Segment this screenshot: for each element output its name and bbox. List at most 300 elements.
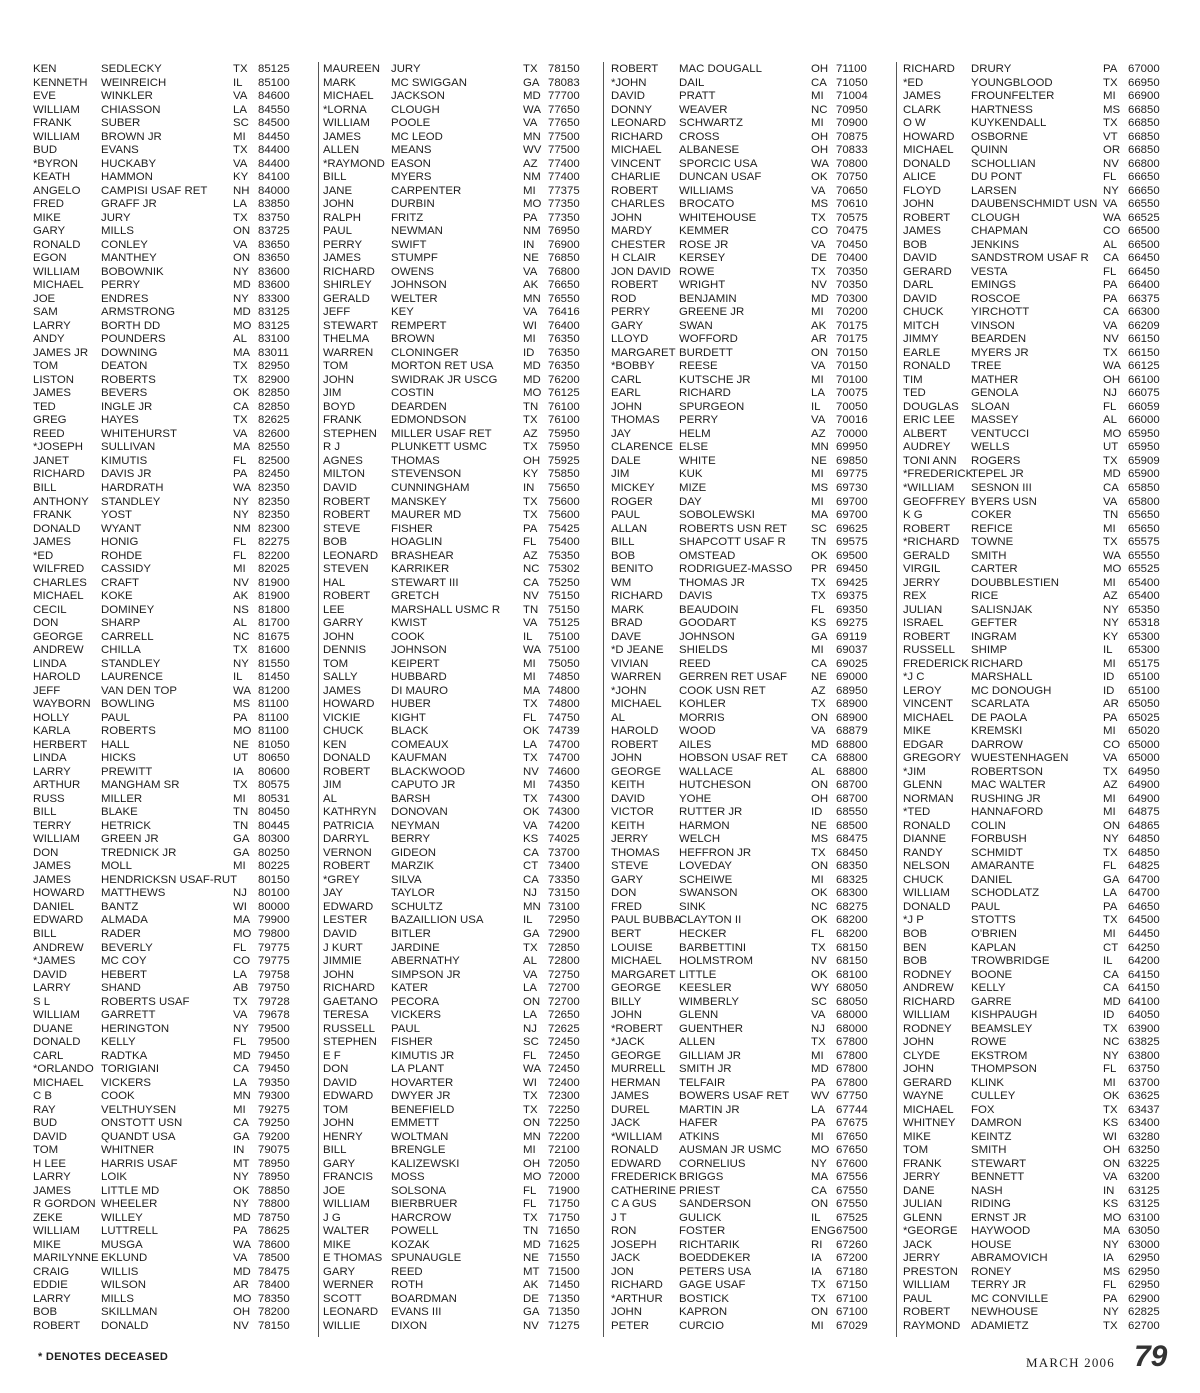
listing-state: NE	[523, 1252, 539, 1265]
listing-amount: 65100	[1128, 684, 1160, 697]
listing-state: NV	[523, 590, 539, 603]
listing-last-name: ROHDE	[101, 549, 143, 562]
listing-row	[33, 1252, 323, 1266]
listing-state: SC	[811, 522, 827, 535]
listing-state: ON	[1103, 819, 1121, 832]
listing-amount: 73700	[548, 846, 580, 859]
listing-amount: 74800	[548, 698, 580, 711]
listing-state: GA	[1103, 873, 1120, 886]
listing-amount: 62950	[1128, 1252, 1160, 1265]
listing-state: WA	[233, 481, 251, 494]
listing-state: OH	[811, 144, 829, 157]
listing-row	[323, 563, 613, 577]
listing-first-name: BILL	[323, 1144, 347, 1157]
listing-state: NJ	[233, 887, 247, 900]
listing-last-name: DARROW	[971, 738, 1023, 751]
listing-state: MS	[1103, 1265, 1121, 1278]
listing-first-name: *WILLIAM	[611, 1130, 663, 1143]
listing-row	[323, 77, 613, 91]
listing-amount: 80450	[258, 806, 290, 819]
listing-state: AB	[233, 982, 249, 995]
listing-last-name: JOHNSON	[391, 644, 447, 657]
listing-last-name: DU PONT	[971, 171, 1023, 184]
listing-row	[323, 293, 613, 307]
listing-last-name: EASON	[391, 157, 431, 170]
listing-state: KS	[811, 617, 827, 630]
listing-first-name: GARY	[611, 319, 644, 332]
listing-last-name: KOZAK	[391, 1238, 430, 1251]
listing-amount: 78500	[258, 1252, 290, 1265]
listing-state: FL	[1103, 265, 1117, 278]
listing-row	[903, 942, 1193, 956]
listing-amount: 77500	[548, 144, 580, 157]
listing-first-name: HOWARD	[323, 698, 375, 711]
listing-amount: 79500	[258, 1036, 290, 1049]
listing-state: FL	[233, 1036, 247, 1049]
listing-row	[323, 901, 613, 915]
listing-amount: 66450	[1128, 252, 1160, 265]
listing-amount: 65575	[1128, 536, 1160, 549]
listing-first-name: *JOSEPH	[33, 441, 84, 454]
listing-column-2	[323, 63, 613, 1333]
listing-first-name: BILL	[611, 536, 635, 549]
listing-last-name: PERRY	[101, 279, 141, 292]
listing-amount: 74300	[548, 806, 580, 819]
listing-row	[903, 1144, 1193, 1158]
listing-row	[611, 1266, 901, 1280]
listing-first-name: *JOHN	[611, 684, 647, 697]
listing-amount: 76950	[548, 225, 580, 238]
listing-state: LA	[233, 103, 247, 116]
listing-amount: 84400	[258, 157, 290, 170]
listing-amount: 69575	[836, 536, 868, 549]
listing-row	[903, 631, 1193, 645]
listing-state: VA	[1103, 495, 1118, 508]
listing-last-name: RONEY	[971, 1265, 1012, 1278]
listing-state: MI	[1103, 1076, 1116, 1089]
listing-row	[903, 117, 1193, 131]
listing-first-name: LEONARD	[323, 549, 379, 562]
listing-amount: 80250	[258, 846, 290, 859]
listing-row	[33, 1063, 323, 1077]
listing-last-name: PRATT	[679, 90, 716, 103]
listing-last-name: FRITZ	[391, 211, 424, 224]
listing-state: TX	[233, 414, 248, 427]
listing-row	[33, 225, 323, 239]
listing-state: MI	[523, 333, 536, 346]
listing-amount: 68475	[836, 833, 868, 846]
listing-first-name: ROBERT	[611, 63, 659, 75]
listing-state: NM	[523, 225, 541, 238]
listing-amount: 64850	[1128, 833, 1160, 846]
listing-state: AK	[523, 279, 539, 292]
listing-last-name: EMINGS	[971, 279, 1016, 292]
listing-first-name: MICHAEL	[611, 698, 662, 711]
listing-amount: 67525	[836, 1211, 868, 1224]
listing-last-name: SEDLECKY	[101, 63, 162, 75]
listing-state: MD	[233, 306, 251, 319]
listing-state: TX	[811, 1279, 826, 1292]
listing-row	[323, 414, 613, 428]
listing-row	[903, 1063, 1193, 1077]
listing-row	[611, 347, 901, 361]
listing-first-name: ROBERT	[903, 630, 951, 643]
listing-amount: 70475	[836, 225, 868, 238]
listing-row	[903, 185, 1193, 199]
listing-last-name: NEWMAN	[391, 225, 443, 238]
listing-last-name: OSBORNE	[971, 130, 1028, 143]
listing-last-name: ERNST JR	[971, 1211, 1027, 1224]
listing-amount: 75125	[548, 617, 580, 630]
listing-first-name: JACK	[903, 1238, 933, 1251]
listing-first-name: TOM	[33, 360, 59, 373]
listing-state: NS	[233, 603, 249, 616]
listing-amount: 72900	[548, 928, 580, 940]
listing-first-name: WILLIAM	[33, 103, 80, 116]
listing-row	[323, 671, 613, 685]
listing-amount: 69700	[836, 509, 868, 522]
listing-last-name: BEARDEN	[971, 333, 1027, 346]
listing-last-name: FISHER	[391, 522, 433, 535]
listing-last-name: DOUBBLESTIEN	[971, 576, 1059, 589]
listing-first-name: WILLIAM	[33, 833, 80, 846]
listing-state: AK	[811, 319, 827, 332]
listing-last-name: HARMON	[679, 819, 730, 832]
listing-first-name: RICHARD	[903, 995, 955, 1008]
listing-last-name: MARSHALL	[971, 671, 1033, 684]
listing-first-name: WAYBORN	[33, 698, 91, 711]
listing-row	[33, 874, 323, 888]
listing-first-name: H LEE	[33, 1157, 66, 1170]
listing-amount: 66400	[1128, 279, 1160, 292]
listing-row	[323, 212, 613, 226]
listing-amount: 79200	[258, 1130, 290, 1143]
listing-last-name: WUESTENHAGEN	[971, 752, 1069, 765]
listing-row	[323, 523, 613, 537]
listing-first-name: DAVID	[611, 792, 645, 805]
listing-last-name: CLAYTON II	[679, 914, 742, 927]
listing-amount: 66850	[1128, 103, 1160, 116]
listing-last-name: JOHNSON	[679, 630, 735, 643]
listing-row	[903, 1023, 1193, 1037]
listing-row	[323, 198, 613, 212]
listing-state: LA	[811, 1103, 825, 1116]
listing-last-name: COOK USN RET	[679, 684, 766, 697]
listing-last-name: RICE	[971, 590, 999, 603]
listing-state: SC	[233, 117, 249, 130]
listing-row	[33, 1009, 323, 1023]
listing-last-name: KOHLER	[679, 698, 726, 711]
listing-last-name: SWANSON	[679, 887, 738, 900]
listing-first-name: *ARTHUR	[611, 1292, 663, 1305]
listing-last-name: HAYWOOD	[971, 1225, 1031, 1238]
listing-state: MI	[811, 1319, 824, 1332]
listing-row	[611, 401, 901, 415]
listing-amount: 84550	[258, 103, 290, 116]
listing-last-name: MIZE	[679, 481, 707, 494]
listing-last-name: VENTUCCI	[971, 427, 1030, 440]
listing-first-name: GEORGE	[611, 765, 662, 778]
listing-state: TX	[523, 495, 538, 508]
listing-row	[611, 536, 901, 550]
listing-amount: 78150	[258, 1319, 290, 1332]
listing-state: OK	[233, 1184, 250, 1197]
listing-amount: 69950	[836, 441, 868, 454]
listing-state: PA	[233, 711, 248, 724]
listing-state: MO	[811, 1144, 830, 1157]
listing-first-name: CARL	[611, 373, 642, 386]
listing-first-name: MARILYNNE	[33, 1252, 99, 1265]
listing-row	[323, 360, 613, 374]
listing-last-name: CAMPISI USAF RET	[101, 184, 208, 197]
listing-first-name: TERRY	[33, 819, 72, 832]
listing-last-name: NEWHOUSE	[971, 1306, 1039, 1319]
listing-last-name: ROBERTS USN RET	[679, 522, 788, 535]
listing-first-name: TOM	[323, 1103, 349, 1116]
listing-last-name: SCHWARTZ	[679, 117, 743, 130]
listing-last-name: CUNNINGHAM	[391, 481, 470, 494]
listing-last-name: THOMAS	[391, 454, 440, 467]
listing-amount: 67800	[836, 1076, 868, 1089]
listing-state: FL	[233, 549, 247, 562]
listing-first-name: JOHN	[611, 211, 643, 224]
listing-row	[323, 752, 613, 766]
listing-row	[323, 1171, 613, 1185]
listing-amount: 70450	[836, 238, 868, 251]
listing-first-name: LLOYD	[611, 333, 649, 346]
listing-state: TX	[1103, 454, 1118, 467]
listing-state: MA	[523, 684, 541, 697]
listing-first-name: ROBERT	[611, 184, 659, 197]
listing-state: MT	[233, 1157, 250, 1170]
listing-amount: 74350	[548, 779, 580, 792]
listing-state: MA	[811, 509, 829, 522]
listing-last-name: SHARP	[101, 617, 141, 630]
listing-row	[323, 252, 613, 266]
listing-last-name: SHIELDS	[679, 644, 728, 657]
listing-row	[323, 712, 613, 726]
listing-row	[323, 509, 613, 523]
listing-row	[33, 550, 323, 564]
listing-last-name: SHAPCOTT USAF R	[679, 536, 786, 549]
listing-first-name: ROBERT	[33, 1319, 81, 1332]
listing-first-name: ROBERT	[903, 211, 951, 224]
listing-state: FL	[811, 603, 825, 616]
listing-last-name: LAURENCE	[101, 671, 164, 684]
listing-last-name: EKLUND	[101, 1252, 148, 1265]
listing-first-name: DON	[33, 846, 59, 859]
listing-first-name: R GORDON	[33, 1198, 96, 1211]
listing-last-name: HAMMON	[101, 171, 153, 184]
listing-row	[33, 847, 323, 861]
listing-amount: 65100	[1128, 671, 1160, 684]
listing-first-name: C A GUS	[611, 1198, 657, 1211]
listing-row	[903, 698, 1193, 712]
listing-last-name: KEIPERT	[391, 657, 440, 670]
listing-amount: 81900	[258, 576, 290, 589]
listing-amount: 82900	[258, 373, 290, 386]
listing-first-name: VERNON	[323, 846, 372, 859]
listing-amount: 64950	[1128, 765, 1160, 778]
listing-amount: 75600	[548, 509, 580, 522]
listing-row	[323, 1090, 613, 1104]
listing-state: CA	[233, 1117, 249, 1130]
listing-first-name: PAUL	[611, 509, 640, 522]
listing-state: ENG	[811, 1225, 836, 1238]
listing-state: TX	[811, 211, 826, 224]
listing-first-name: ROBERT	[903, 1306, 951, 1319]
listing-row	[33, 914, 323, 928]
listing-amount: 65300	[1128, 644, 1160, 657]
listing-state: NY	[1103, 617, 1119, 630]
listing-row	[33, 779, 323, 793]
listing-row	[611, 1077, 901, 1091]
listing-amount: 79728	[258, 995, 290, 1008]
listing-state: TX	[1103, 1022, 1118, 1035]
listing-first-name: EDGAR	[903, 738, 944, 751]
listing-first-name: FLOYD	[903, 184, 941, 197]
listing-amount: 72000	[548, 1171, 580, 1184]
listing-last-name: MOSS	[391, 1171, 425, 1184]
listing-last-name: GOODART	[679, 617, 737, 630]
listing-last-name: RADTKA	[101, 1049, 148, 1062]
listing-state: MO	[523, 387, 542, 400]
listing-first-name: RALPH	[323, 211, 361, 224]
listing-first-name: RICHARD	[903, 63, 955, 75]
listing-last-name: ALLEN	[679, 1036, 716, 1049]
listing-state: TX	[523, 441, 538, 454]
listing-row	[611, 874, 901, 888]
listing-amount: 74750	[548, 711, 580, 724]
listing-first-name: KEITH	[611, 779, 645, 792]
listing-last-name: MARZIK	[391, 860, 435, 873]
listing-state: TX	[523, 752, 538, 765]
listing-first-name: BOB	[903, 238, 928, 251]
listing-state: TX	[811, 1036, 826, 1049]
listing-amount: 72050	[548, 1157, 580, 1170]
listing-state: MA	[233, 441, 251, 454]
listing-column-3	[611, 63, 901, 1333]
listing-amount: 66300	[1128, 306, 1160, 319]
listing-last-name: EKSTROM	[971, 1049, 1028, 1062]
listing-last-name: RODRIGUEZ-MASSO	[679, 563, 793, 576]
listing-state: MI	[1103, 657, 1116, 670]
listing-state: SC	[811, 995, 827, 1008]
listing-first-name: FRED	[33, 198, 65, 211]
listing-row	[33, 347, 323, 361]
listing-first-name: WARREN	[611, 671, 662, 684]
listing-state: WY	[811, 982, 830, 995]
listing-last-name: DAIL	[679, 76, 705, 89]
listing-amount: 63050	[1128, 1225, 1160, 1238]
listing-row	[611, 523, 901, 537]
listing-state: TN	[233, 806, 249, 819]
listing-last-name: BENNETT	[971, 1171, 1025, 1184]
listing-last-name: SWIFT	[391, 238, 427, 251]
listing-state: FL	[523, 1049, 537, 1062]
listing-row	[903, 820, 1193, 834]
listing-row	[903, 1117, 1193, 1131]
listing-state: CA	[233, 1063, 249, 1076]
listing-state: TN	[523, 400, 539, 413]
listing-amount: 68300	[836, 887, 868, 900]
listing-row	[323, 806, 613, 820]
listing-amount: 67675	[836, 1117, 868, 1130]
listing-amount: 66650	[1128, 184, 1160, 197]
listing-row	[323, 496, 613, 510]
listing-row	[323, 928, 613, 942]
listing-row	[611, 414, 901, 428]
listing-row	[903, 739, 1193, 753]
listing-first-name: DAVID	[323, 928, 357, 940]
listing-first-name: ISRAEL	[903, 617, 944, 630]
listing-state: AZ	[811, 427, 826, 440]
listing-row	[903, 550, 1193, 564]
listing-amount: 63125	[1128, 1198, 1160, 1211]
listing-last-name: CRAFT	[101, 576, 139, 589]
listing-amount: 66209	[1128, 319, 1160, 332]
listing-row	[33, 644, 323, 658]
listing-row	[323, 104, 613, 118]
listing-first-name: CHARLIE	[611, 171, 661, 184]
listing-state: TX	[811, 1292, 826, 1305]
listing-first-name: ROD	[611, 292, 637, 305]
listing-row	[611, 644, 901, 658]
listing-state: OK	[523, 725, 540, 738]
listing-amount: 82850	[258, 400, 290, 413]
listing-amount: 66800	[1128, 157, 1160, 170]
listing-first-name: MIKE	[323, 1238, 351, 1251]
listing-state: VA	[811, 1009, 826, 1022]
listing-row	[33, 1144, 323, 1158]
listing-last-name: SPURGEON	[679, 400, 745, 413]
listing-first-name: O W	[903, 117, 926, 130]
listing-state: FL	[1103, 1063, 1117, 1076]
listing-row	[611, 441, 901, 455]
listing-amount: 65350	[1128, 603, 1160, 616]
listing-row	[611, 1320, 901, 1334]
listing-state: MI	[1103, 806, 1116, 819]
listing-state: CO	[1103, 738, 1121, 751]
listing-row	[323, 914, 613, 928]
listing-state: TX	[1103, 536, 1118, 549]
listing-row	[323, 955, 613, 969]
listing-first-name: RUSSELL	[903, 644, 955, 657]
listing-first-name: VINCENT	[611, 157, 661, 170]
listing-amount: 79075	[258, 1144, 290, 1157]
listing-last-name: JACKSON	[391, 90, 445, 103]
listing-last-name: SKILLMAN	[101, 1306, 158, 1319]
listing-row	[903, 225, 1193, 239]
listing-last-name: KEINTZ	[971, 1130, 1012, 1143]
listing-amount: 81100	[258, 698, 289, 711]
listing-state: LA	[233, 198, 247, 211]
listing-amount: 63900	[1128, 1022, 1160, 1035]
listing-state: MI	[811, 1049, 824, 1062]
listing-amount: 77350	[548, 211, 580, 224]
listing-amount: 74025	[548, 833, 580, 846]
listing-first-name: JAMES	[611, 1090, 649, 1103]
listing-row	[33, 401, 323, 415]
listing-amount: 68450	[836, 846, 868, 859]
listing-state: NC	[811, 103, 828, 116]
listing-amount: 76350	[548, 360, 580, 373]
listing-last-name: KOKE	[101, 590, 133, 603]
listing-first-name: KARLA	[33, 725, 71, 738]
listing-amount: 75950	[548, 441, 580, 454]
listing-row	[611, 468, 901, 482]
listing-amount: 63125	[1128, 1184, 1160, 1197]
